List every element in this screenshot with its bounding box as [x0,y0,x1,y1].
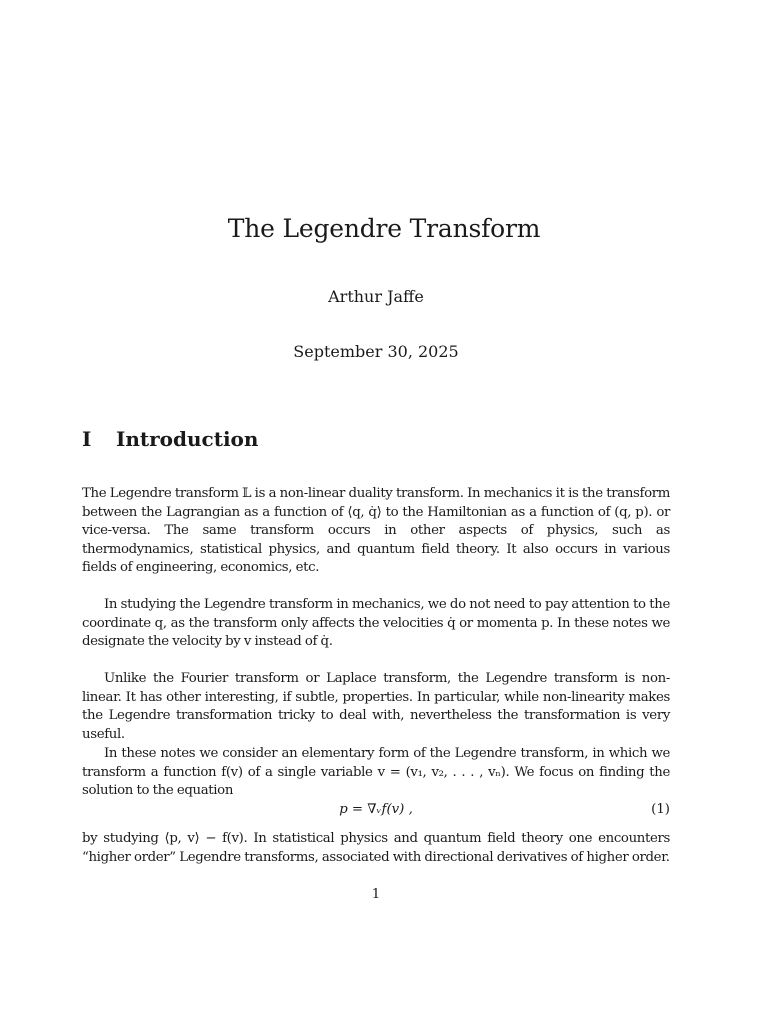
paragraph-3: Unlike the Fourier transform or Laplace transform, the Legendre transform is non-linear. It has other interesting, if subtle, properties. In particular, while non-linearity makes the Legendre transformation tricky to deal with, nevertheless the transformation is very useful. [82,671,670,742]
section-heading [82,427,258,451]
section-title: Introduction [116,427,259,451]
paragraph-1: The Legendre transform 𝕃 is a non-linear duality transform. In mechanics it is the transform between the Lagrangian as a function of ⟨q, q̇⟩ to the Hamiltonian as a function of (q, p). or vice-versa. The same transform occurs in other aspects of physics, such as thermodynamics, statistical physics, and quantum field theory. It also occurs in various fields of engineering, economics, etc. [82,486,670,576]
author-name: Arthur Jaffe [328,287,424,306]
paragraph-5: by studying ⟨p, v⟩ − f(v). In statistical physics and quantum field theory one encounters “higher order” Legendre transforms, associated with directional derivatives of higher order. [82,831,670,865]
equation-label: (1) [651,802,670,817]
document-date: September 30, 2025 [293,342,459,361]
paragraph-4: In these notes we consider an elementary form of the Legendre transform, in which we transform a function f(v) of a single variable v = (v₁, v₂, . . . , vₙ). We focus on finding the solution to the equation [82,746,670,799]
equation-1 [82,802,670,822]
section-number: I [82,427,92,451]
equation-formula: p = ∇ᵥf(v) , [339,802,413,817]
paragraph-2: In studying the Legendre transform in mechanics, we do not need to pay attention to the coordinate q, as the transform only affects the velocities q̇ or momenta p. In these notes we designate the velocity by v instead of q̇. [82,597,670,650]
document-title: The Legendre Transform [227,214,541,243]
page-number: 1 [371,887,381,902]
